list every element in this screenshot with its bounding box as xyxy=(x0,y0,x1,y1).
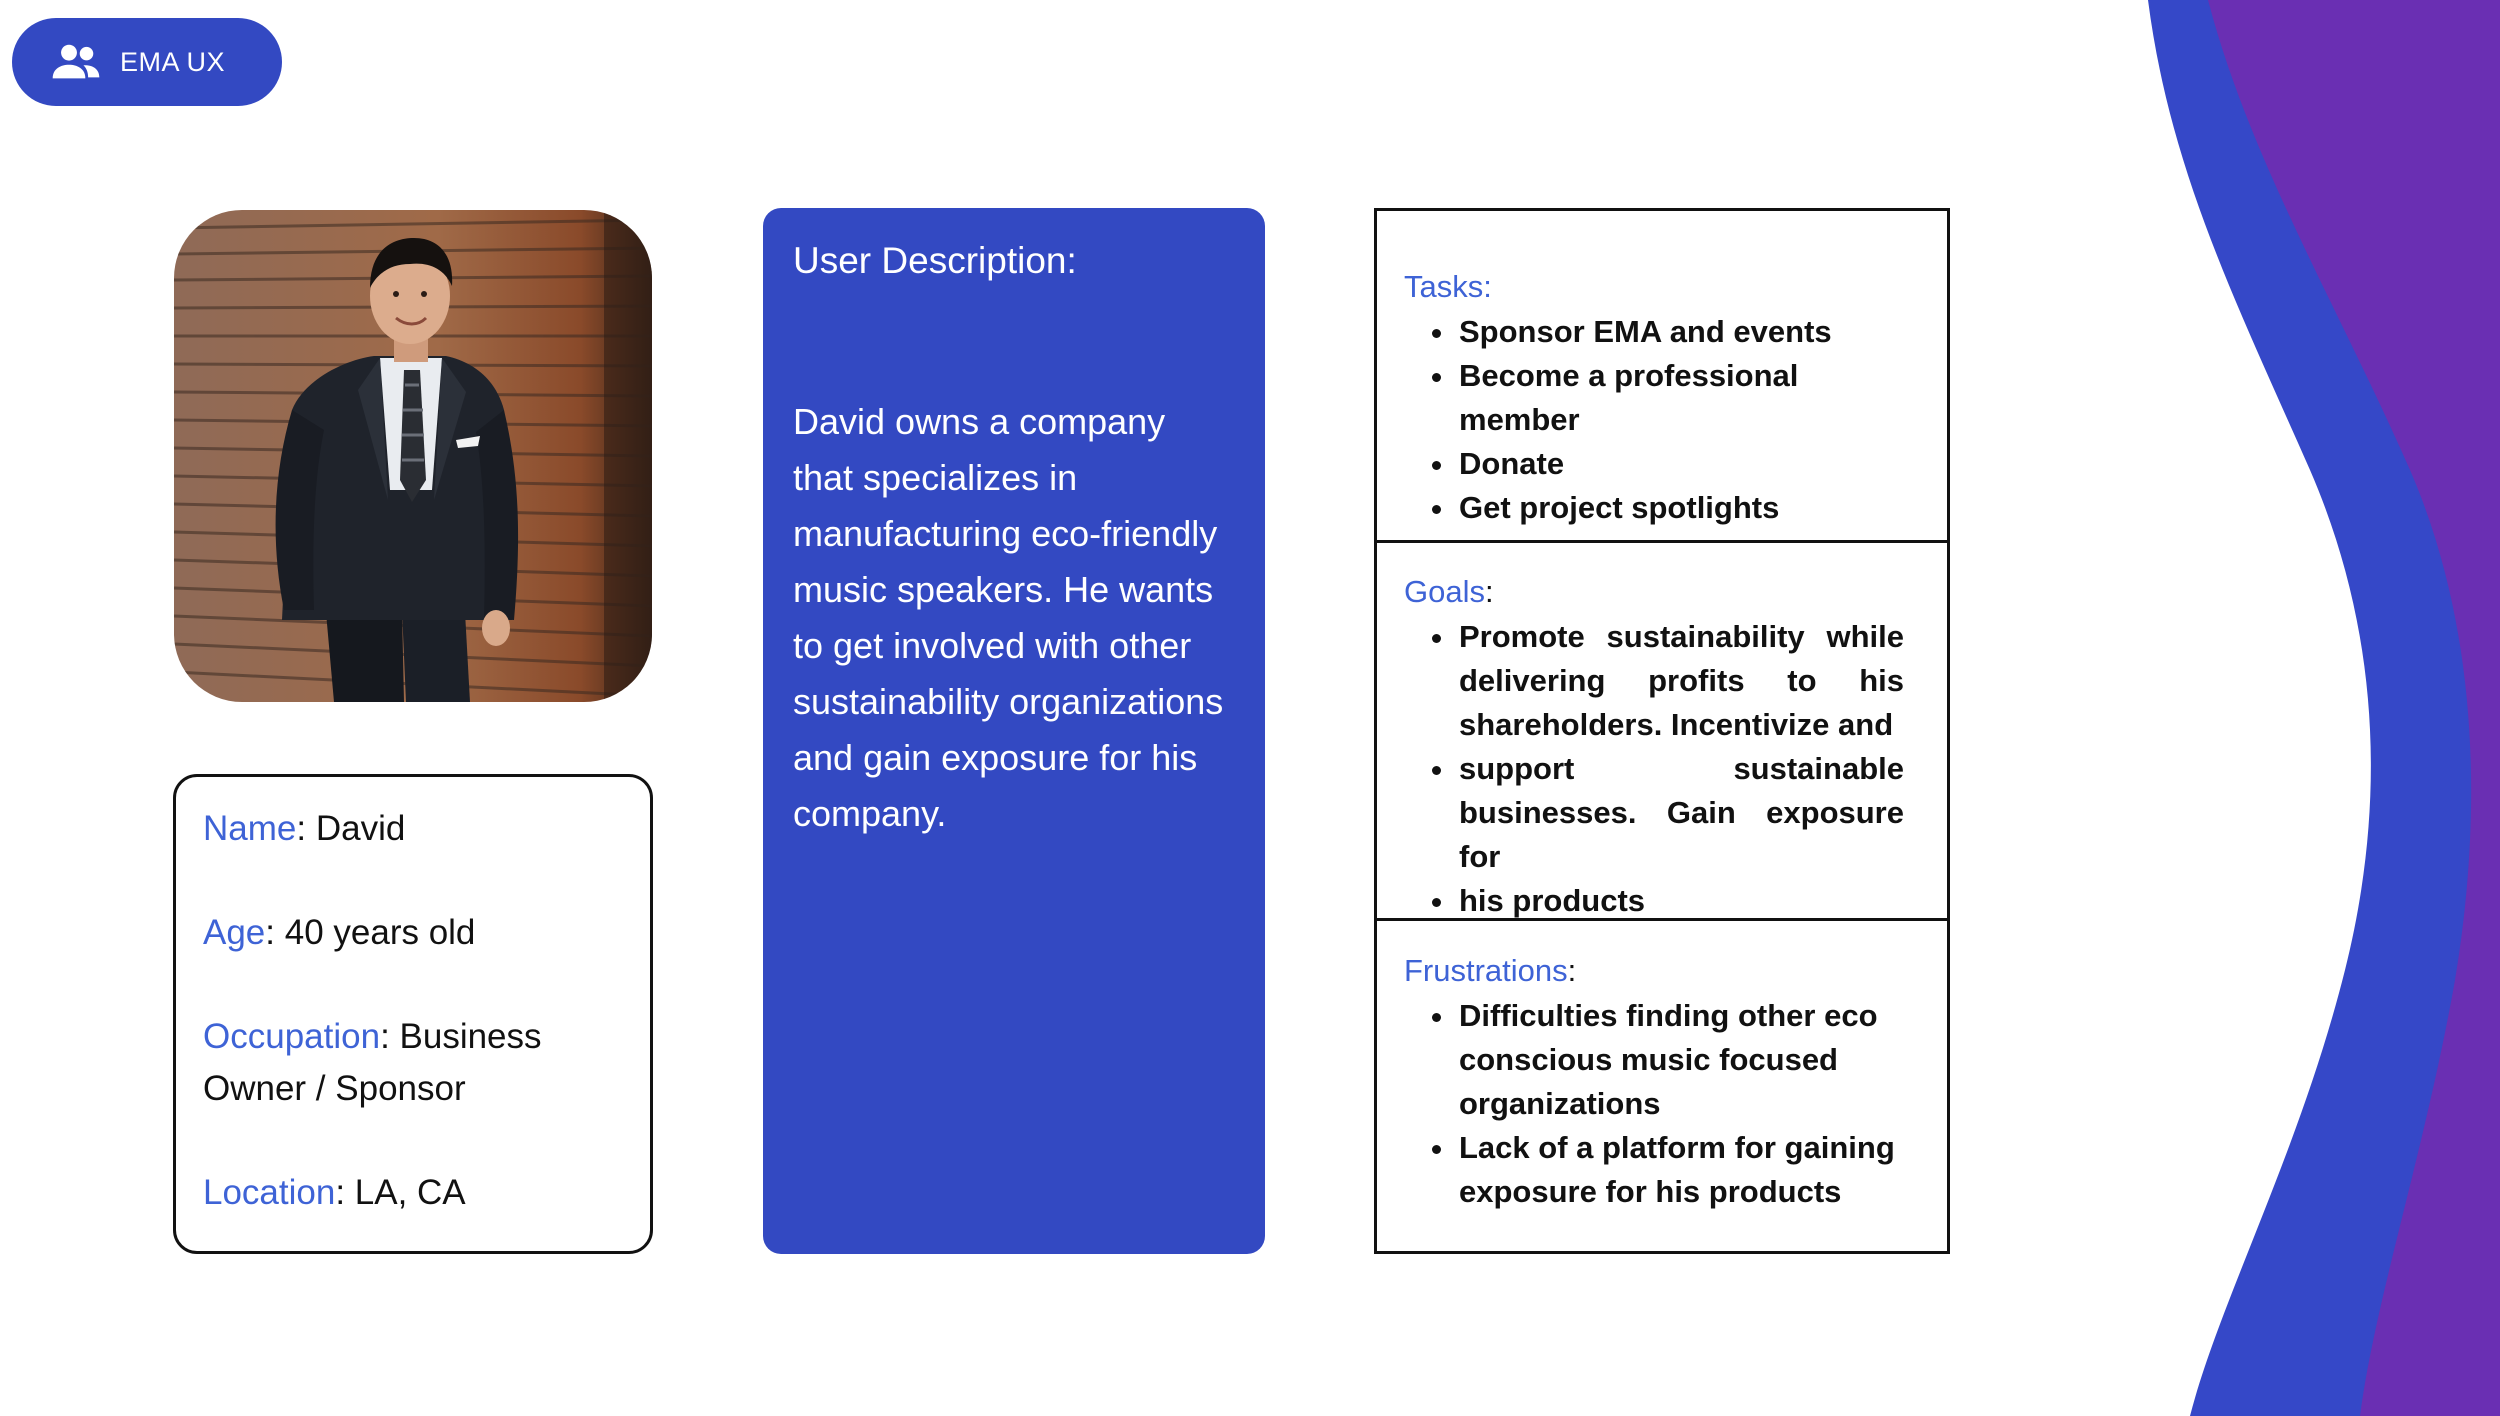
frustrations-section xyxy=(1377,921,1947,1251)
persona-details-table xyxy=(1374,208,1950,1254)
list-item: • his products xyxy=(1457,879,1904,923)
list-item: • Promote sustainability while delivering profits to his shareholders. Incentivize and xyxy=(1457,615,1904,747)
frustrations-heading: Frustrations: xyxy=(1404,953,1577,988)
name-row xyxy=(203,803,624,855)
badge-label: EMA UX xyxy=(120,46,226,77)
list-item: • Donate xyxy=(1457,442,1904,486)
location-label: Location xyxy=(203,1173,336,1212)
age-label: Age xyxy=(203,913,266,952)
tasks-heading: Tasks: xyxy=(1404,269,1492,304)
age-row xyxy=(203,907,624,959)
occupation-row xyxy=(203,1011,624,1115)
description-body: David owns a company that specializes in manufacturing eco-friendly music speakers. He wants to get involved with other sustainability organizations and gain exposure for his company. xyxy=(793,401,1224,834)
list-item: • Sponsor EMA and events xyxy=(1457,310,1904,354)
goals-heading: Goals: xyxy=(1404,574,1494,609)
ema-ux-badge xyxy=(12,18,282,106)
location-value: : LA, CA xyxy=(335,1173,466,1212)
list-item: • Lack of a platform for gaining exposure for his products xyxy=(1457,1126,1904,1214)
profile-card xyxy=(173,774,653,1254)
user-description-panel xyxy=(763,208,1265,1254)
list-item: • Become a professional member xyxy=(1457,354,1904,442)
goals-section xyxy=(1377,543,1947,921)
occupation-label: Occupation xyxy=(203,1017,381,1056)
list-item: • support sustainable businesses. Gain exposure for xyxy=(1457,747,1904,879)
wave-blue xyxy=(2148,0,2500,1416)
list-item: • Difficulties finding other eco conscious music focused organizations xyxy=(1457,994,1904,1126)
tasks-section xyxy=(1377,211,1947,543)
persona-photo xyxy=(174,210,652,702)
name-value: : David xyxy=(296,809,406,848)
description-title: User Description: xyxy=(793,240,1077,281)
tasks-list xyxy=(1404,310,1904,530)
list-item: • Get project spotlights xyxy=(1457,486,1904,530)
age-value: : 40 years old xyxy=(265,913,476,952)
people-icon xyxy=(46,32,106,92)
goals-list xyxy=(1404,615,1904,923)
occupation-value: : Business Owner / Sponsor xyxy=(203,1017,542,1108)
name-label: Name xyxy=(203,809,297,848)
wave-purple xyxy=(2208,0,2500,1416)
frustrations-list xyxy=(1404,994,1904,1214)
location-row xyxy=(203,1167,624,1219)
